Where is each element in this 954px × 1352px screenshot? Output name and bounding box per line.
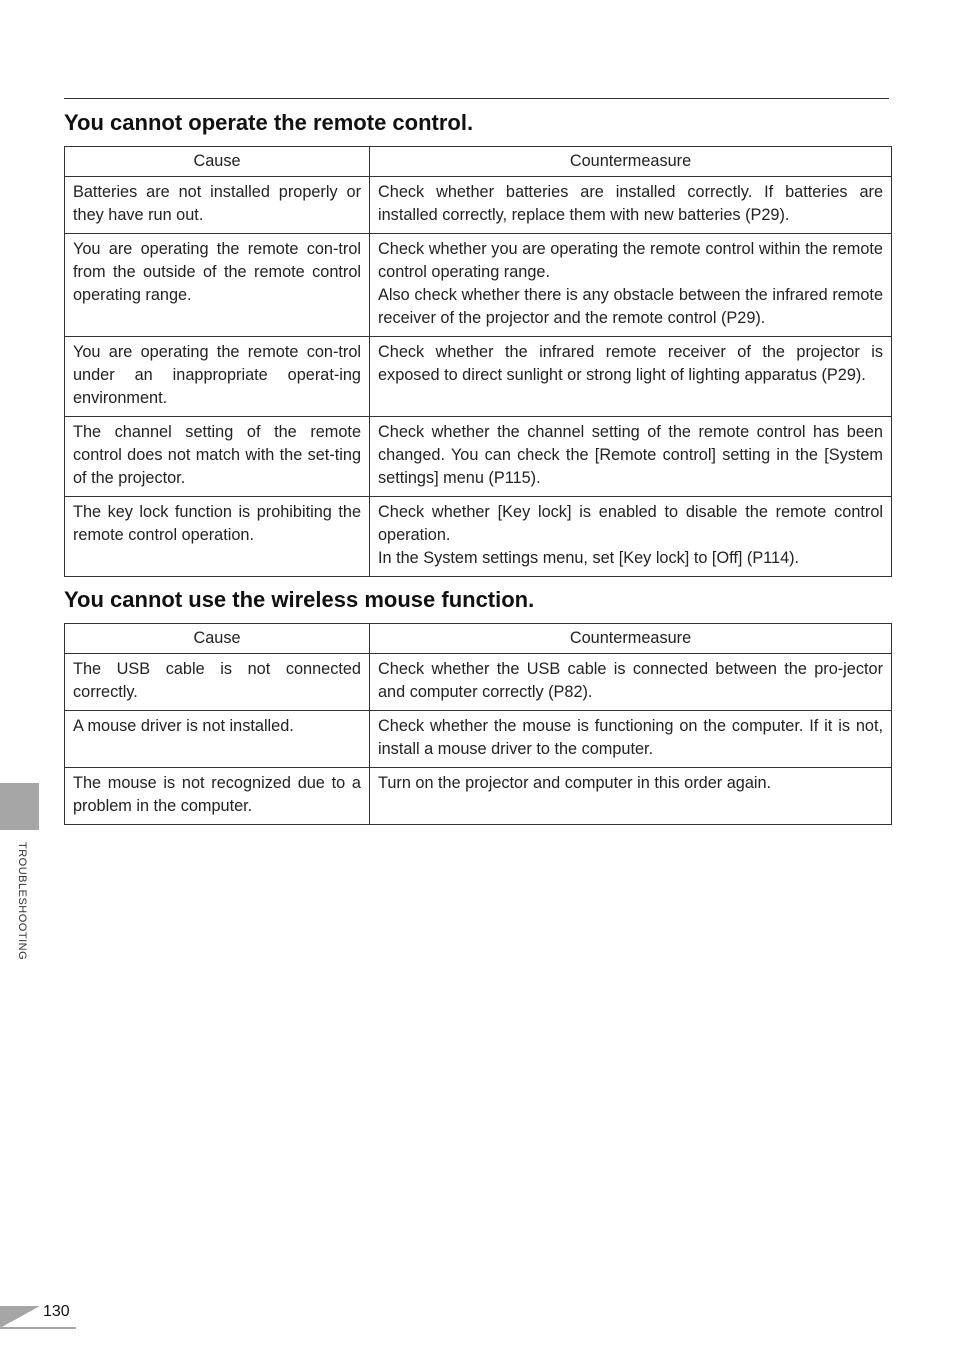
cause-cell: The key lock function is prohibiting the remote control operation. — [65, 497, 370, 577]
cause-header: Cause — [65, 624, 370, 654]
page-number: 130 — [43, 1303, 70, 1320]
page-number-underline — [0, 1327, 76, 1329]
cause-cell: The mouse is not recognized due to a problem in the computer. — [65, 768, 370, 825]
table-row — [65, 417, 892, 497]
page-number-tab — [0, 1306, 40, 1328]
table-header-row — [65, 147, 892, 177]
countermeasure-text: Check whether you are operating the remote control within the remote control operating range. — [378, 240, 883, 281]
countermeasure-cell — [370, 497, 892, 577]
countermeasure-text: Check whether the channel setting of the remote control has been changed. You can check the [Remote control] setting in the [System settings] menu (P115). — [378, 423, 883, 487]
header-rule — [64, 98, 889, 99]
cause-header: Cause — [65, 147, 370, 177]
countermeasure-cell — [370, 654, 892, 711]
cause-cell: A mouse driver is not installed. — [65, 711, 370, 768]
countermeasure-text: Check whether the infrared remote receiver of the projector is exposed to direct sunlight or strong light of lighting apparatus (P29). — [378, 343, 883, 384]
section-title-wireless-mouse: You cannot use the wireless mouse function. — [64, 587, 535, 612]
table-row — [65, 768, 892, 825]
countermeasure-cell — [370, 711, 892, 768]
countermeasure-header: Countermeasure — [370, 624, 892, 654]
wireless-mouse-table — [64, 623, 892, 825]
countermeasure-cell — [370, 417, 892, 497]
cause-cell: Batteries are not installed properly or they have run out. — [65, 177, 370, 234]
countermeasure-text: Turn on the projector and computer in this order again. — [378, 774, 772, 792]
countermeasure-text: Also check whether there is any obstacle between the infrared remote receiver of the projector and the remote control (P29). — [378, 286, 883, 327]
cause-cell: The channel setting of the remote control does not match with the set-ting of the projector. — [65, 417, 370, 497]
table-row — [65, 497, 892, 577]
cause-cell: You are operating the remote con-trol from the outside of the remote control operating range. — [65, 234, 370, 337]
countermeasure-text: Check whether the USB cable is connected between the pro-jector and computer correctly (P82). — [378, 660, 883, 701]
table-row — [65, 234, 892, 337]
chapter-side-label: TROUBLESHOOTING — [16, 842, 28, 961]
countermeasure-cell — [370, 177, 892, 234]
section-title-remote-control: You cannot operate the remote control. — [64, 110, 474, 135]
table-row — [65, 711, 892, 768]
countermeasure-header: Countermeasure — [370, 147, 892, 177]
countermeasure-cell — [370, 768, 892, 825]
table-row — [65, 337, 892, 417]
countermeasure-text: Check whether the mouse is functioning on the computer. If it is not, install a mouse driver to the computer. — [378, 717, 883, 758]
table-header-row — [65, 624, 892, 654]
countermeasure-cell — [370, 337, 892, 417]
remote-control-table — [64, 146, 892, 577]
chapter-tab-marker — [0, 783, 39, 830]
table-row — [65, 177, 892, 234]
countermeasure-text: In the System settings menu, set [Key lock] to [Off] (P114). — [378, 549, 800, 567]
countermeasure-cell — [370, 234, 892, 337]
countermeasure-text: Check whether batteries are installed correctly. If batteries are installed correctly, replace them with new batteries (P29). — [378, 183, 883, 224]
countermeasure-text: Check whether [Key lock] is enabled to disable the remote control operation. — [378, 503, 883, 544]
cause-cell: The USB cable is not connected correctly. — [65, 654, 370, 711]
cause-cell: You are operating the remote con-trol under an inappropriate operat-ing environment. — [65, 337, 370, 417]
table-row — [65, 654, 892, 711]
